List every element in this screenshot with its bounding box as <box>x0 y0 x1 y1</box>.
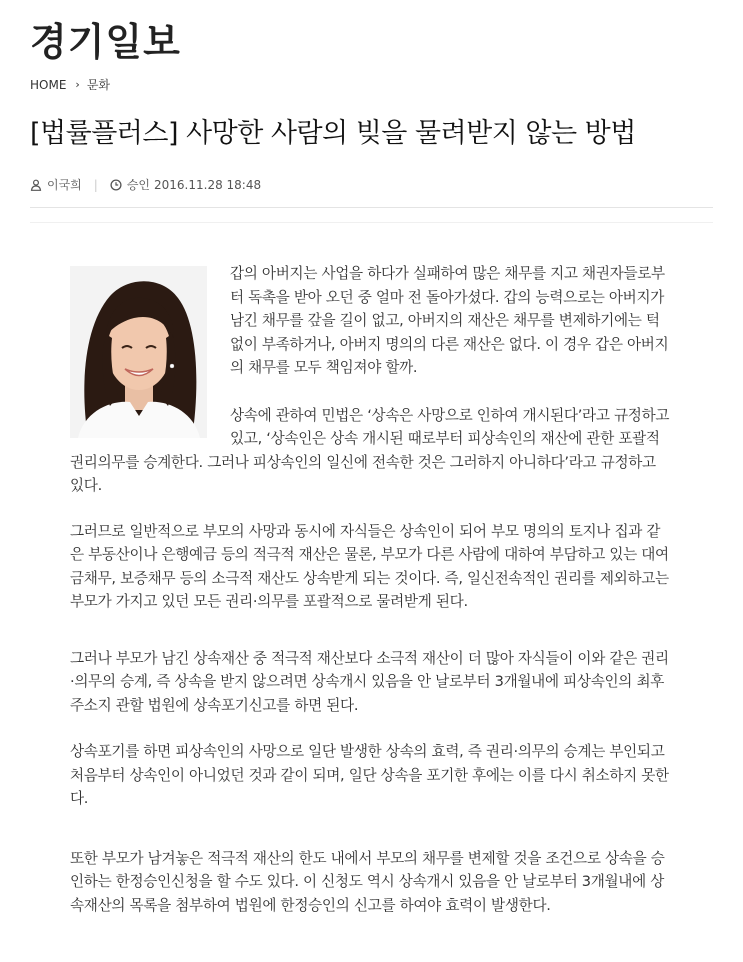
article-paragraph: 갑의 아버지는 사업을 하다가 실패하여 많은 채무를 지고 채권자들로부터 독촉을 받아 오던 중 얼마 전 돌아가셨다. 갑의 능력으로는 아버지가 남긴 채무를 갚을 길이 없고, 아버지의 재산은 채무를 변제하기에는 턱없이 부족하거나, 아버지 명의의 다른 재산은 없다. 이 경우 갑은 아버지의 채무를 모두 책임져야 할까. <box>230 265 669 376</box>
site-logo[interactable]: 경기일보 <box>30 20 181 64</box>
header-divider <box>30 207 713 208</box>
article-paragraph: 또한 부모가 남겨놓은 적극적 재산의 한도 내에서 부모의 채무를 변제할 것을 조건으로 상속을 승인하는 한정승인신청을 할 수도 있다. 이 신청도 역시 상속개시 있음을 안 날로부터 3개월내에 상속재산의 목록을 첨부하여 법원에 한정승인의 신고를 하여야 효력이 발생한다. <box>70 849 665 914</box>
breadcrumb-section[interactable]: 문화 <box>86 78 110 92</box>
header-divider-secondary <box>30 222 713 223</box>
article-meta <box>30 176 261 193</box>
author-name[interactable]: 이국희 <box>47 178 82 192</box>
user-icon <box>30 179 42 191</box>
article-paragraph: 상속에 관하여 민법은 ‘상속은 사망으로 인하여 개시된다’라고 규정하고 있고, ‘상속인은 상속 개시된 때로부터 피상속인의 재산에 관한 포괄적 권리의무를 승계한다. 그러나 피상속인의 일신에 전속한 것은 그러하지 아니하다’라고 규정하고 있다. <box>70 406 670 494</box>
breadcrumb-home[interactable]: HOME <box>30 77 67 92</box>
article-paragraph: 상속포기를 하면 피상속인의 사망으로 일단 발생한 상속의 효력, 즉 권리·의무의 승계는 부인되고 처음부터 상속인이 아니었던 것과 같이 되며, 일단 상속을 포기한 후에는 이를 다시 취소하지 못한다. <box>70 743 669 807</box>
breadcrumb <box>30 76 110 93</box>
article-paragraph: 그러나 부모가 남긴 상속재산 중 적극적 재산보다 소극적 재산이 더 많아 자식들이 이와 같은 권리·의무의 승계, 즉 상속을 받지 않으려면 상속개시 있음을 안 날로부터 3개월내에 피상속인의 최후 주소지 관할 법원에 상속포기신고를 하면 된다. <box>70 649 669 714</box>
article-body <box>70 262 673 917</box>
photo-spacer <box>70 262 230 438</box>
published-label: 승인 <box>126 178 151 192</box>
published-time: 2016.11.28 18:48 <box>154 177 262 192</box>
article-title: [법률플러스] 사망한 사람의 빚을 물려받지 않는 방법 <box>30 118 636 149</box>
chevron-right-icon: › <box>75 78 80 91</box>
meta-divider: | <box>93 177 98 192</box>
clock-icon <box>110 179 122 191</box>
article-paragraph: 그러므로 일반적으로 부모의 사망과 동시에 자식들은 상속인이 되어 부모 명의의 토지나 집과 같은 부동산이나 은행예금 등의 적극적 재산은 물론, 부모가 다른 사람에 대하여 부담하고 있는 대여금채무, 보증채무 등의 소극적 재산도 상속받게 되는 것이다. 즉, 일신전속적인 권리를 제외하고는 부모가 가지고 있던 모든 권리·의무를 포괄적으로 물려받게 된다. <box>70 522 669 610</box>
